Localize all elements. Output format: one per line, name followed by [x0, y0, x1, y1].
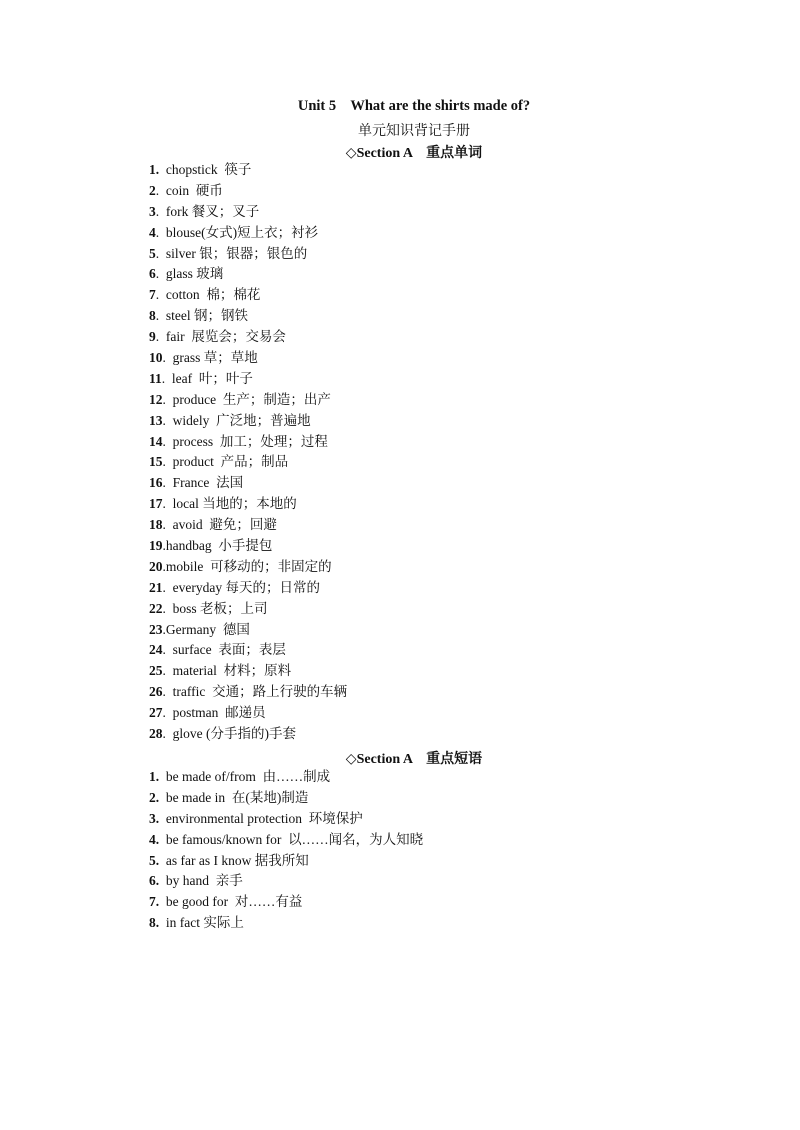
list-item — [149, 494, 347, 515]
item-number: 8. — [149, 915, 160, 931]
item-number: 21 — [149, 579, 163, 595]
item-number: 8 — [149, 308, 156, 324]
item-text: . product 产品；制品 — [162, 454, 289, 470]
list-item — [149, 348, 347, 369]
vocabulary-list — [149, 160, 347, 745]
list-item — [149, 306, 347, 327]
item-text: . steel 钢；钢铁 — [155, 308, 248, 324]
list-item — [149, 620, 347, 641]
item-text: . blouse(女式)短上衣；衬衫 — [155, 224, 319, 240]
item-number: 6 — [149, 266, 156, 282]
list-item — [149, 599, 347, 620]
item-number: 25 — [149, 663, 163, 679]
item-number: 3 — [149, 203, 156, 219]
list-item — [149, 703, 347, 724]
list-item — [149, 913, 423, 934]
item-number: 28 — [149, 726, 163, 742]
item-number: 24 — [149, 642, 163, 658]
list-item — [149, 390, 347, 411]
item-text: by hand 亲手 — [159, 873, 243, 889]
list-item — [149, 682, 347, 703]
item-text: be made in 在(某地)制造 — [159, 789, 309, 805]
item-text: . avoid 避免；回避 — [162, 517, 277, 533]
list-item — [149, 181, 347, 202]
item-number: 19 — [149, 538, 163, 554]
item-text: be famous/known for 以……闻名，为人知晓 — [159, 831, 424, 847]
list-item — [149, 244, 347, 265]
item-number: 5. — [149, 852, 160, 868]
item-number: 12 — [149, 391, 163, 407]
item-text: environmental protection 环境保护 — [159, 810, 363, 826]
section-heading-words: ◇Section A 重点单词 — [345, 146, 483, 161]
item-text: be made of/from 由……制成 — [159, 769, 331, 784]
item-text: . fair 展览会；交易会 — [155, 329, 286, 345]
item-number: 13 — [149, 412, 163, 428]
item-text: . local 当地的；本地的 — [162, 496, 297, 512]
list-item — [149, 264, 347, 285]
item-number: 17 — [149, 496, 163, 512]
item-number: 16 — [149, 475, 163, 491]
list-item — [149, 327, 347, 348]
list-item — [149, 640, 347, 661]
item-text: . leaf 叶；叶子 — [161, 370, 253, 386]
item-text: .handbag 小手提包 — [162, 538, 273, 554]
item-number: 14 — [149, 433, 163, 449]
handbook-subtitle: 单元知识背记手册 — [358, 124, 470, 139]
list-item — [149, 536, 347, 557]
item-text: . widely 广泛地；普遍地 — [162, 412, 311, 428]
list-item — [149, 809, 423, 830]
item-number: 26 — [149, 684, 163, 700]
item-number: 15 — [149, 454, 163, 470]
item-number: 23 — [149, 621, 163, 637]
item-text: . silver 银；银器；银色的 — [155, 245, 308, 261]
list-item — [149, 202, 347, 223]
item-text: . surface 表面；表层 — [162, 642, 286, 658]
list-item — [149, 160, 347, 181]
item-text: in fact 实际上 — [159, 915, 244, 931]
item-text: . produce 生产；制造；出产 — [162, 391, 331, 407]
item-number: 2. — [149, 789, 160, 805]
item-number: 2 — [149, 182, 156, 198]
list-item — [149, 830, 423, 851]
list-item — [149, 432, 347, 453]
item-text: . grass 草；草地 — [162, 350, 258, 366]
item-text: . glove (分手指的)手套 — [162, 726, 296, 742]
list-item — [149, 557, 347, 578]
list-item — [149, 724, 347, 745]
item-number: 4 — [149, 224, 156, 240]
list-item — [149, 871, 423, 892]
item-text: . boss 老板；上司 — [162, 600, 268, 616]
item-text: as far as I know 据我所知 — [159, 852, 309, 868]
list-item — [149, 369, 347, 390]
item-text: chopstick 筷子 — [159, 162, 252, 177]
item-text: .mobile 可移动的；非固定的 — [162, 558, 332, 574]
item-text: . cotton 棉；棉花 — [155, 287, 261, 303]
item-number: 7. — [149, 894, 160, 910]
item-number: 27 — [149, 705, 163, 721]
list-item — [149, 452, 347, 473]
list-item — [149, 285, 347, 306]
list-item — [149, 892, 423, 913]
list-item — [149, 411, 347, 432]
section-heading-phrases: ◇Section A 重点短语 — [345, 752, 483, 767]
item-text: . postman 邮递员 — [162, 705, 266, 721]
list-item — [149, 515, 347, 536]
item-number: 10 — [149, 350, 163, 366]
item-text: . process 加工；处理；过程 — [162, 433, 328, 449]
item-number: 1. — [149, 769, 160, 784]
item-number: 22 — [149, 600, 163, 616]
item-text: . everyday 每天的；日常的 — [162, 579, 320, 595]
item-number: 5 — [149, 245, 156, 261]
list-item — [149, 223, 347, 244]
item-text: . glass 玻璃 — [155, 266, 224, 282]
item-number: 4. — [149, 831, 160, 847]
list-item — [149, 767, 423, 788]
item-number: 11 — [149, 370, 162, 386]
item-text: . coin 硬币 — [155, 182, 223, 198]
item-number: 20 — [149, 558, 163, 574]
item-number: 3. — [149, 810, 160, 826]
item-number: 7 — [149, 287, 156, 303]
unit-title: Unit 5 What are the shirts made of? — [297, 98, 531, 114]
list-item — [149, 578, 347, 599]
list-item — [149, 473, 347, 494]
item-number: 18 — [149, 517, 163, 533]
item-number: 6. — [149, 873, 160, 889]
list-item — [149, 788, 423, 809]
list-item — [149, 661, 347, 682]
item-text: . France 法国 — [162, 475, 244, 491]
item-text: . fork 餐叉；叉子 — [155, 203, 260, 219]
phrase-list — [149, 767, 423, 934]
list-item — [149, 851, 423, 872]
item-number: 9 — [149, 329, 156, 345]
item-text: . material 材料；原料 — [162, 663, 292, 679]
item-text: be good for 对……有益 — [159, 894, 303, 910]
item-text: . traffic 交通；路上行驶的车辆 — [162, 684, 348, 700]
item-number: 1. — [149, 162, 160, 177]
item-text: .Germany 德国 — [162, 621, 250, 637]
